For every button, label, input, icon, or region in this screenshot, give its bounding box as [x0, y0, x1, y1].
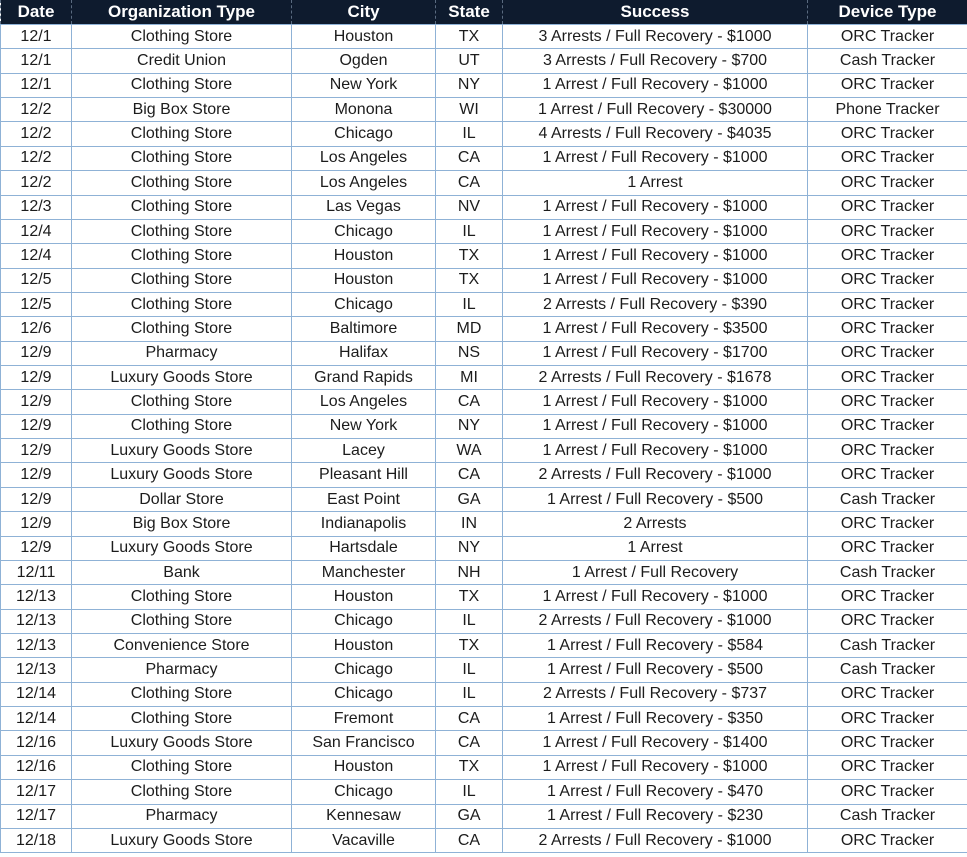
table-row: [1, 512, 967, 536]
cell-state: CA: [436, 463, 503, 487]
cell-state: IL: [436, 609, 503, 633]
cell-date: 12/9: [1, 463, 72, 487]
cell-date: 12/5: [1, 292, 72, 316]
cell-date: 12/13: [1, 658, 72, 682]
table-row: [1, 731, 967, 755]
cell-city: Chicago: [292, 682, 436, 706]
cell-success: 1 Arrest / Full Recovery - $1400: [503, 731, 808, 755]
cell-device-type: ORC Tracker: [808, 755, 967, 779]
cell-city: Houston: [292, 268, 436, 292]
table-row: [1, 755, 967, 779]
cell-city: Monona: [292, 98, 436, 122]
cell-organization-type: Clothing Store: [72, 682, 292, 706]
cell-organization-type: Clothing Store: [72, 122, 292, 146]
cell-city: Chicago: [292, 780, 436, 804]
cell-state: MI: [436, 366, 503, 390]
table-row: [1, 707, 967, 731]
cell-device-type: ORC Tracker: [808, 390, 967, 414]
cell-state: IL: [436, 219, 503, 243]
cell-city: Chicago: [292, 658, 436, 682]
cell-date: 12/2: [1, 171, 72, 195]
table-row: [1, 171, 967, 195]
cell-city: Baltimore: [292, 317, 436, 341]
cell-organization-type: Pharmacy: [72, 341, 292, 365]
cell-organization-type: Luxury Goods Store: [72, 536, 292, 560]
header-city: City: [292, 0, 436, 25]
cell-success: 1 Arrest / Full Recovery - $3500: [503, 317, 808, 341]
cell-success: 1 Arrest / Full Recovery - $1000: [503, 585, 808, 609]
cell-device-type: Cash Tracker: [808, 487, 967, 511]
cell-state: GA: [436, 804, 503, 828]
table-row: [1, 219, 967, 243]
cell-city: Houston: [292, 585, 436, 609]
cell-city: Lacey: [292, 439, 436, 463]
cell-organization-type: Clothing Store: [72, 414, 292, 438]
table-row: [1, 609, 967, 633]
cell-state: GA: [436, 487, 503, 511]
cell-success: 1 Arrest / Full Recovery - $1000: [503, 390, 808, 414]
cell-success: 1 Arrest / Full Recovery - $1000: [503, 268, 808, 292]
cell-organization-type: Big Box Store: [72, 512, 292, 536]
cell-city: Los Angeles: [292, 171, 436, 195]
cell-city: New York: [292, 414, 436, 438]
cell-city: Houston: [292, 755, 436, 779]
cell-state: NY: [436, 73, 503, 97]
table-row: [1, 292, 967, 316]
cell-state: IN: [436, 512, 503, 536]
cell-device-type: ORC Tracker: [808, 463, 967, 487]
header-row: [1, 0, 967, 25]
cell-state: TX: [436, 268, 503, 292]
cell-state: NY: [436, 414, 503, 438]
cell-success: 1 Arrest / Full Recovery - $1000: [503, 439, 808, 463]
table-row: [1, 414, 967, 438]
cell-city: Pleasant Hill: [292, 463, 436, 487]
cell-date: 12/17: [1, 804, 72, 828]
cell-device-type: Cash Tracker: [808, 658, 967, 682]
cell-success: 3 Arrests / Full Recovery - $700: [503, 49, 808, 73]
cell-success: 2 Arrests: [503, 512, 808, 536]
cell-success: 2 Arrests / Full Recovery - $1678: [503, 366, 808, 390]
table-row: [1, 585, 967, 609]
table-row: [1, 439, 967, 463]
table-row: [1, 633, 967, 657]
cell-organization-type: Clothing Store: [72, 609, 292, 633]
cell-organization-type: Pharmacy: [72, 804, 292, 828]
cell-device-type: Cash Tracker: [808, 49, 967, 73]
cell-device-type: Phone Tracker: [808, 98, 967, 122]
cell-date: 12/4: [1, 219, 72, 243]
cell-success: 1 Arrest / Full Recovery - $1000: [503, 219, 808, 243]
cell-state: WA: [436, 439, 503, 463]
cell-success: 1 Arrest / Full Recovery - $1000: [503, 244, 808, 268]
cell-state: CA: [436, 171, 503, 195]
cell-state: CA: [436, 707, 503, 731]
cell-device-type: ORC Tracker: [808, 73, 967, 97]
cell-state: CA: [436, 390, 503, 414]
cell-date: 12/14: [1, 682, 72, 706]
cell-success: 1 Arrest / Full Recovery - $500: [503, 658, 808, 682]
cell-organization-type: Clothing Store: [72, 268, 292, 292]
header-organization-type: Organization Type: [72, 0, 292, 25]
cell-state: TX: [436, 755, 503, 779]
cell-date: 12/13: [1, 609, 72, 633]
cell-state: NS: [436, 341, 503, 365]
cell-organization-type: Luxury Goods Store: [72, 731, 292, 755]
cell-organization-type: Pharmacy: [72, 658, 292, 682]
cell-state: CA: [436, 146, 503, 170]
table-row: [1, 122, 967, 146]
table-row: [1, 560, 967, 584]
cell-success: 1 Arrest / Full Recovery - $1000: [503, 146, 808, 170]
cell-city: Hartsdale: [292, 536, 436, 560]
cell-device-type: ORC Tracker: [808, 317, 967, 341]
cell-city: San Francisco: [292, 731, 436, 755]
table-row: [1, 366, 967, 390]
cell-date: 12/4: [1, 244, 72, 268]
cell-device-type: ORC Tracker: [808, 366, 967, 390]
cell-city: Los Angeles: [292, 146, 436, 170]
table-body: [1, 25, 967, 853]
table-row: [1, 268, 967, 292]
cell-state: CA: [436, 828, 503, 852]
cell-state: TX: [436, 633, 503, 657]
cell-device-type: ORC Tracker: [808, 828, 967, 852]
table-row: [1, 195, 967, 219]
cell-organization-type: Luxury Goods Store: [72, 463, 292, 487]
cell-device-type: ORC Tracker: [808, 731, 967, 755]
cell-success: 2 Arrests / Full Recovery - $390: [503, 292, 808, 316]
cell-city: Las Vegas: [292, 195, 436, 219]
cell-device-type: ORC Tracker: [808, 780, 967, 804]
header-date: Date: [1, 0, 72, 25]
table-row: [1, 317, 967, 341]
cell-success: 2 Arrests / Full Recovery - $737: [503, 682, 808, 706]
cell-success: 1 Arrest / Full Recovery - $1000: [503, 195, 808, 219]
cell-organization-type: Clothing Store: [72, 585, 292, 609]
cell-date: 12/9: [1, 512, 72, 536]
cell-city: Houston: [292, 633, 436, 657]
cell-date: 12/18: [1, 828, 72, 852]
cell-device-type: Cash Tracker: [808, 633, 967, 657]
cell-date: 12/13: [1, 633, 72, 657]
cell-city: Fremont: [292, 707, 436, 731]
cell-state: IL: [436, 292, 503, 316]
cell-state: IL: [436, 780, 503, 804]
table-row: [1, 682, 967, 706]
cell-success: 1 Arrest / Full Recovery - $30000: [503, 98, 808, 122]
cell-device-type: ORC Tracker: [808, 512, 967, 536]
cell-success: 1 Arrest / Full Recovery - $1000: [503, 755, 808, 779]
cell-device-type: ORC Tracker: [808, 268, 967, 292]
table-row: [1, 244, 967, 268]
cell-date: 12/3: [1, 195, 72, 219]
cell-state: MD: [436, 317, 503, 341]
cell-organization-type: Convenience Store: [72, 633, 292, 657]
cell-organization-type: Big Box Store: [72, 98, 292, 122]
cell-success: 1 Arrest / Full Recovery - $584: [503, 633, 808, 657]
cell-organization-type: Clothing Store: [72, 25, 292, 49]
table-row: [1, 49, 967, 73]
cell-organization-type: Clothing Store: [72, 146, 292, 170]
cell-city: East Point: [292, 487, 436, 511]
cell-state: TX: [436, 585, 503, 609]
table-row: [1, 828, 967, 852]
cell-success: 1 Arrest / Full Recovery - $1000: [503, 414, 808, 438]
cell-device-type: ORC Tracker: [808, 219, 967, 243]
cell-success: 1 Arrest / Full Recovery - $470: [503, 780, 808, 804]
table-row: [1, 804, 967, 828]
cell-organization-type: Clothing Store: [72, 755, 292, 779]
cell-state: TX: [436, 244, 503, 268]
table-row: [1, 146, 967, 170]
table-row: [1, 341, 967, 365]
cell-success: 1 Arrest / Full Recovery - $230: [503, 804, 808, 828]
cell-state: NY: [436, 536, 503, 560]
cell-device-type: ORC Tracker: [808, 707, 967, 731]
cell-date: 12/9: [1, 536, 72, 560]
cell-organization-type: Clothing Store: [72, 707, 292, 731]
cell-city: Halifax: [292, 341, 436, 365]
table-header: [1, 0, 967, 25]
cell-state: NV: [436, 195, 503, 219]
header-success: Success: [503, 0, 808, 25]
cell-state: WI: [436, 98, 503, 122]
cell-organization-type: Luxury Goods Store: [72, 828, 292, 852]
cell-state: TX: [436, 25, 503, 49]
cell-date: 12/17: [1, 780, 72, 804]
cell-city: Los Angeles: [292, 390, 436, 414]
cell-device-type: ORC Tracker: [808, 292, 967, 316]
cell-device-type: ORC Tracker: [808, 146, 967, 170]
cell-organization-type: Clothing Store: [72, 195, 292, 219]
cell-device-type: ORC Tracker: [808, 25, 967, 49]
table-row: [1, 658, 967, 682]
cell-state: NH: [436, 560, 503, 584]
cell-date: 12/9: [1, 439, 72, 463]
table-row: [1, 390, 967, 414]
table-row: [1, 463, 967, 487]
cell-organization-type: Luxury Goods Store: [72, 366, 292, 390]
cell-city: Houston: [292, 25, 436, 49]
cell-state: IL: [436, 122, 503, 146]
cell-date: 12/9: [1, 414, 72, 438]
cell-organization-type: Clothing Store: [72, 171, 292, 195]
cell-city: Chicago: [292, 122, 436, 146]
cell-organization-type: Clothing Store: [72, 244, 292, 268]
cell-organization-type: Clothing Store: [72, 292, 292, 316]
cell-organization-type: Luxury Goods Store: [72, 439, 292, 463]
cell-date: 12/6: [1, 317, 72, 341]
cell-success: 1 Arrest / Full Recovery: [503, 560, 808, 584]
cell-organization-type: Credit Union: [72, 49, 292, 73]
cell-device-type: ORC Tracker: [808, 682, 967, 706]
table-row: [1, 25, 967, 49]
cell-device-type: Cash Tracker: [808, 560, 967, 584]
cell-success: 4 Arrests / Full Recovery - $4035: [503, 122, 808, 146]
cell-city: Houston: [292, 244, 436, 268]
cell-date: 12/1: [1, 25, 72, 49]
cell-city: Chicago: [292, 292, 436, 316]
cell-city: Grand Rapids: [292, 366, 436, 390]
cell-device-type: ORC Tracker: [808, 195, 967, 219]
cell-state: IL: [436, 682, 503, 706]
table-row: [1, 487, 967, 511]
cell-organization-type: Clothing Store: [72, 317, 292, 341]
cell-state: CA: [436, 731, 503, 755]
cell-device-type: ORC Tracker: [808, 439, 967, 463]
cell-state: UT: [436, 49, 503, 73]
cell-city: Vacaville: [292, 828, 436, 852]
header-device-type: Device Type: [808, 0, 967, 25]
cell-device-type: Cash Tracker: [808, 804, 967, 828]
cell-success: 1 Arrest / Full Recovery - $350: [503, 707, 808, 731]
cell-city: Chicago: [292, 219, 436, 243]
cell-date: 12/9: [1, 390, 72, 414]
cell-date: 12/1: [1, 49, 72, 73]
cell-date: 12/9: [1, 341, 72, 365]
cell-organization-type: Clothing Store: [72, 219, 292, 243]
cell-date: 12/2: [1, 98, 72, 122]
cell-device-type: ORC Tracker: [808, 585, 967, 609]
cell-success: 2 Arrests / Full Recovery - $1000: [503, 828, 808, 852]
cell-date: 12/2: [1, 146, 72, 170]
cell-device-type: ORC Tracker: [808, 536, 967, 560]
header-state: State: [436, 0, 503, 25]
cell-date: 12/11: [1, 560, 72, 584]
cell-success: 1 Arrest: [503, 171, 808, 195]
cell-organization-type: Clothing Store: [72, 73, 292, 97]
table-row: [1, 780, 967, 804]
cell-city: Manchester: [292, 560, 436, 584]
cell-organization-type: Dollar Store: [72, 487, 292, 511]
cell-organization-type: Clothing Store: [72, 390, 292, 414]
cell-success: 3 Arrests / Full Recovery - $1000: [503, 25, 808, 49]
table-row: [1, 98, 967, 122]
cell-success: 1 Arrest / Full Recovery - $1000: [503, 73, 808, 97]
cell-success: 1 Arrest: [503, 536, 808, 560]
cell-date: 12/16: [1, 731, 72, 755]
cell-date: 12/9: [1, 366, 72, 390]
cell-city: New York: [292, 73, 436, 97]
cell-city: Chicago: [292, 609, 436, 633]
cell-date: 12/16: [1, 755, 72, 779]
cell-city: Kennesaw: [292, 804, 436, 828]
cell-organization-type: Bank: [72, 560, 292, 584]
table-row: [1, 73, 967, 97]
cell-device-type: ORC Tracker: [808, 244, 967, 268]
cell-date: 12/5: [1, 268, 72, 292]
cell-date: 12/13: [1, 585, 72, 609]
cell-date: 12/14: [1, 707, 72, 731]
cell-success: 2 Arrests / Full Recovery - $1000: [503, 463, 808, 487]
cell-success: 1 Arrest / Full Recovery - $1700: [503, 341, 808, 365]
cell-state: IL: [436, 658, 503, 682]
cell-date: 12/2: [1, 122, 72, 146]
cell-success: 2 Arrests / Full Recovery - $1000: [503, 609, 808, 633]
cell-success: 1 Arrest / Full Recovery - $500: [503, 487, 808, 511]
cell-device-type: ORC Tracker: [808, 341, 967, 365]
cell-date: 12/9: [1, 487, 72, 511]
cell-city: Ogden: [292, 49, 436, 73]
table-row: [1, 536, 967, 560]
cell-city: Indianapolis: [292, 512, 436, 536]
cell-device-type: ORC Tracker: [808, 414, 967, 438]
cell-device-type: ORC Tracker: [808, 122, 967, 146]
cell-device-type: ORC Tracker: [808, 609, 967, 633]
cell-device-type: ORC Tracker: [808, 171, 967, 195]
cell-date: 12/1: [1, 73, 72, 97]
cell-organization-type: Clothing Store: [72, 780, 292, 804]
